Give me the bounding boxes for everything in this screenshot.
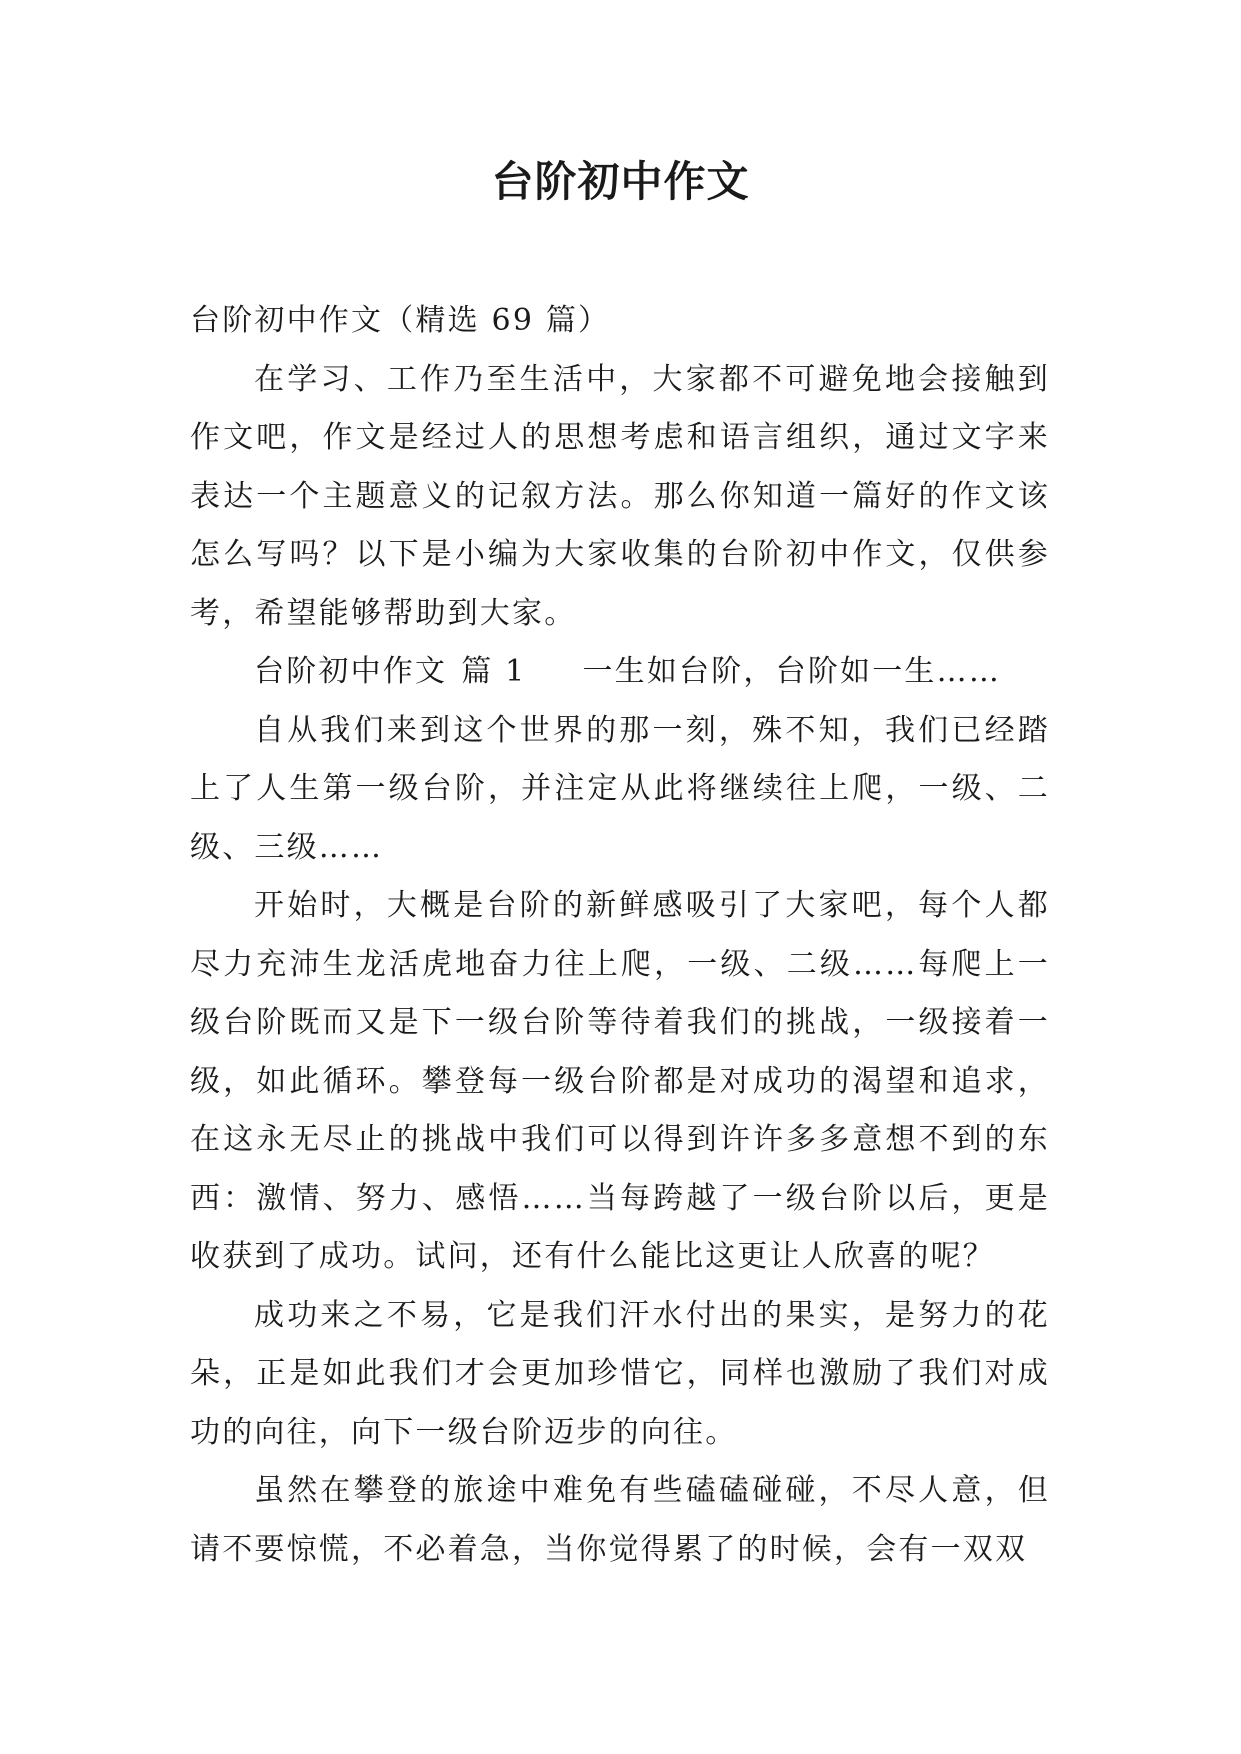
section-heading-number: 篇 1 <box>461 654 527 689</box>
document-title: 台阶初中作文 <box>491 157 750 206</box>
body-paragraph: 虽然在攀登的旅途中难免有些磕磕碰碰，不尽人意，但请不要惊慌，不必着急，当你觉得累了的时候，会有一双双 <box>190 1473 1050 1567</box>
body-paragraph: 自从我们来到这个世界的那一刻，殊不知，我们已经踏上了人生第一级台阶，并注定从此将继续往上爬，一级、二级、三级…… <box>190 712 1050 865</box>
section-heading-lead: 一生如台阶，台阶如一生…… <box>582 654 1002 689</box>
section-heading <box>190 643 1050 702</box>
body-paragraph: 开始时，大概是台阶的新鲜感吸引了大家吧，每个人都尽力充沛生龙活虎地奋力往上爬，一级、二级……每爬上一级台阶既而又是下一级台阶等待着我们的挑战，一级接着一级，如此循环。攀登每一级台阶都是对成功的渴望和追求，在这永无尽止的挑战中我们可以得到许许多多意想不到的东西：激情、努力、感悟……当每跨越了一级台阶以后，更是收获到了成功。试问，还有什么能比这更让人欣喜的呢？ <box>190 888 1050 1274</box>
section-heading-title: 台阶初中作文 <box>254 654 448 689</box>
document-body <box>190 292 1050 1579</box>
body-paragraph: 成功来之不易，它是我们汗水付出的果实，是努力的花朵，正是如此我们才会更加珍惜它，同样也激励了我们对成功的向往，向下一级台阶迈步的向往。 <box>190 1297 1050 1450</box>
intro-paragraph: 在学习、工作乃至生活中，大家都不可避免地会接触到作文吧，作文是经过人的思想考虑和语言组织，通过文字来表达一个主题意义的记叙方法。那么你知道一篇好的作文该怎么写吗？以下是小编为大家收集的台阶初中作文，仅供参考，希望能够帮助到大家。 <box>190 361 1050 631</box>
document-subtitle: 台阶初中作文（精选 69 篇） <box>190 303 611 338</box>
